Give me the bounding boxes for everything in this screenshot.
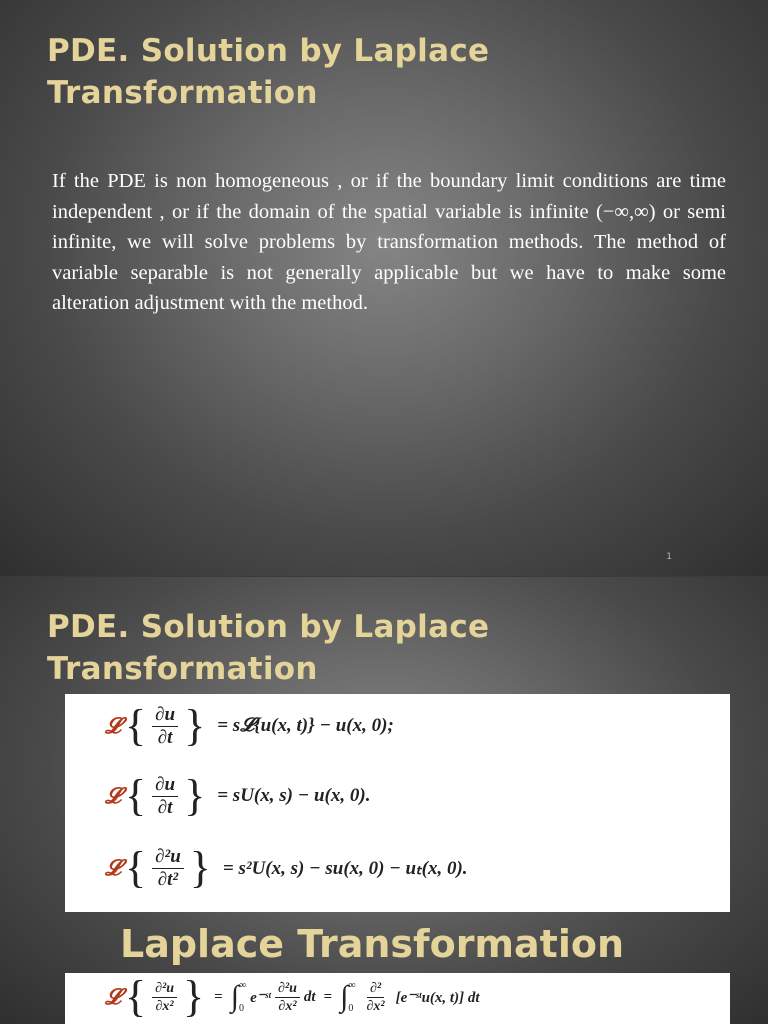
left-brace: { [125,843,147,892]
equals-sign-2: = [323,988,333,1005]
equation-1-rhs: = s𝓛{u(x, t)} − u(x, 0); [217,715,394,736]
right-brace: } [184,701,206,750]
right-brace: } [183,973,205,1021]
equation-3-rhs: = s²U(x, s) − su(x, 0) − uₜ(x, 0). [222,857,468,879]
equation-1-fraction [152,705,178,748]
inner-numerator: ∂²u [275,981,300,998]
equation-4-inner-fraction [275,981,300,1014]
left-brace: { [125,701,147,750]
left-brace: { [125,973,147,1021]
laplace-symbol: 𝓛 [105,783,121,809]
slide-2-title [47,606,489,690]
equation-1-denominator: ∂t [157,726,173,748]
integral-sign: ∫ [230,980,239,1013]
slide-1-title-line-2: Transformation [47,75,318,111]
integral-sign-2: ∫ [340,980,349,1013]
slide-2-title-line-2: Transformation [47,651,318,687]
exponential-term: e⁻ˢᵗ [250,989,272,1006]
laplace-symbol: 𝓛 [105,855,121,881]
equation-3-denominator: ∂t² [157,868,179,890]
integral-lower-limit: 0 [238,1003,244,1014]
slide-2-title-line-1: PDE. Solution by Laplace [47,609,490,645]
slide-number: 1 [666,552,672,562]
equation-2-numerator: ∂u [152,775,178,797]
slide-2 [0,577,768,1024]
equation-2 [105,771,371,820]
integral-upper-limit-2: ∞ [348,980,356,991]
equation-1-numerator: ∂u [152,705,178,727]
integral-limits [239,980,246,1014]
inner-denominator: ∂x² [278,998,297,1014]
integrand-term: [e⁻ˢᵗu(x, t)] dt [395,989,480,1006]
operator-numerator: ∂² [367,981,384,998]
equation-3-fraction [152,847,184,890]
equation-4-fraction [152,981,177,1014]
integral-upper-limit: ∞ [238,980,247,991]
equation-2-denominator: ∂t [157,796,173,818]
formula-image-box [65,694,730,912]
equals-sign: = [214,988,223,1005]
equation-4-denominator: ∂x² [155,998,174,1014]
equation-3 [105,843,468,892]
laplace-symbol: 𝓛 [105,713,121,739]
equation-2-fraction [152,775,178,818]
slide-1-body-text: If the PDE is non homogeneous , or if the boundary limit conditions are time independent , or if the domain of the spatial variable is infinite (−∞,∞) or semi infinite, we will solve problems by transformation methods. The method of variable separable is not generally applicable but we have to make some alteration adjustment with the method. [52,170,726,314]
integral-lower-limit-2: 0 [348,1003,354,1014]
left-brace: { [125,771,147,820]
differential-term: dt [303,988,316,1005]
equation-1 [105,701,394,750]
laplace-transformation-subtitle: Laplace Transformation [120,922,625,966]
formula-image-box-2 [65,973,730,1024]
equation-4-operator-fraction [364,981,388,1014]
laplace-symbol: 𝓛 [105,984,121,1010]
equation-3-numerator: ∂²u [152,847,184,869]
operator-denominator: ∂x² [366,998,385,1014]
equation-4 [105,975,479,1019]
right-brace: } [189,843,211,892]
equation-4-numerator: ∂²u [152,981,177,998]
slide-1-title-line-1: PDE. Solution by Laplace [47,33,490,69]
integral-limits-2 [348,980,355,1014]
slide-1-title [47,30,489,114]
equation-2-rhs: = sU(x, s) − u(x, 0). [217,785,371,806]
right-brace: } [184,771,206,820]
